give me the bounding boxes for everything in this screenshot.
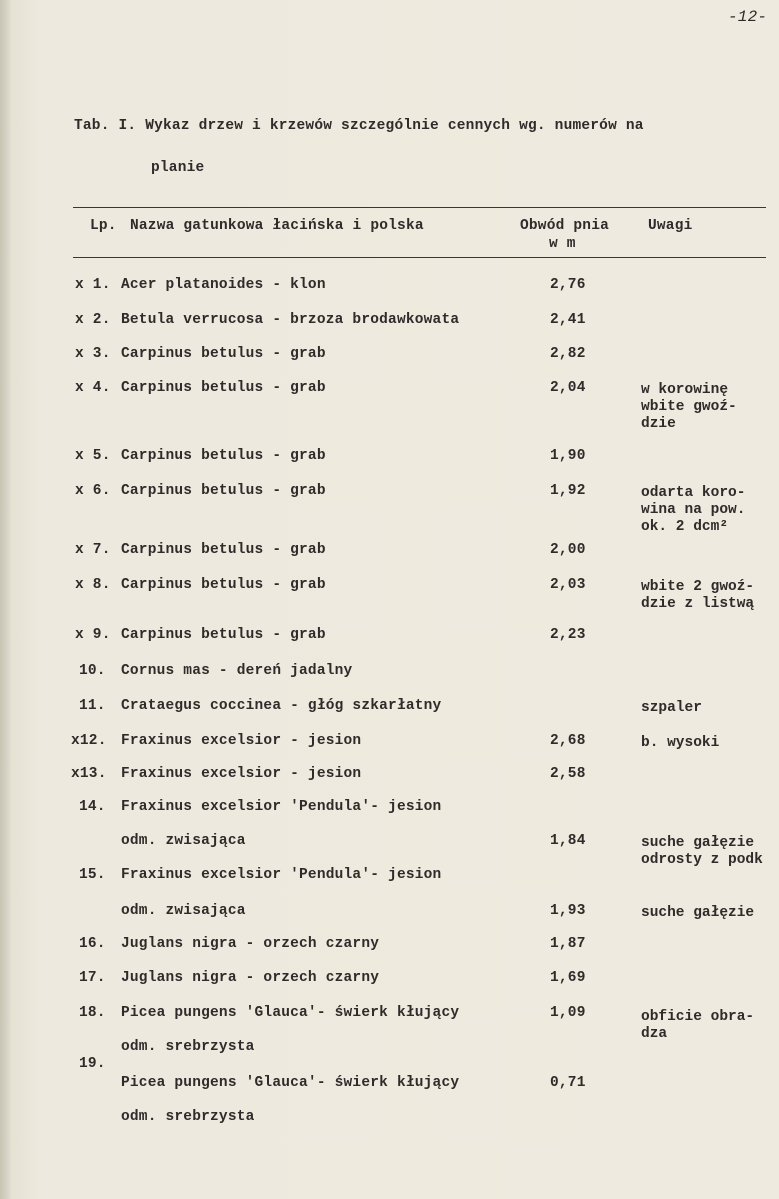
row-species: Fraxinus excelsior - jesion [121,733,362,749]
row-lp: x12. [71,733,107,749]
row-lp: x 1. [75,277,111,293]
row-circumference: 1,09 [550,1005,586,1021]
row-notes: obficie obra- dza [641,1009,755,1042]
table-caption-line-2: planie [151,160,205,176]
row-circumference: 2,03 [550,577,586,593]
row-lp: x 6. [75,483,111,499]
row-notes: suche gałęzie [641,905,755,921]
row-notes: b. wysoki [641,735,720,751]
row-circumference: 0,71 [550,1075,586,1091]
row-species: Fraxinus excelsior 'Pendula'- jesion [121,867,442,883]
row-notes: szpaler [641,700,702,716]
row-species: Betula verrucosa - brzoza brodawkowata [121,312,460,328]
row-lp: x 4. [75,380,111,396]
row-species: Picea pungens 'Glauca'- świerk kłujący [121,1005,460,1021]
row-circumference: 1,92 [550,483,586,499]
column-header-notes: Uwagi [648,218,693,234]
row-circumference: 2,00 [550,542,586,558]
column-header-circumference-unit: w m [549,236,576,252]
row-notes: wbite 2 gwoź- dzie z listwą [641,579,755,612]
row-lp: 14. [79,799,106,815]
row-species: Cornus mas - dereń jadalny [121,663,353,679]
row-circumference: 1,84 [550,833,586,849]
column-header-name: Nazwa gatunkowa łacińska i polska [130,218,424,234]
row-circumference: 2,04 [550,380,586,396]
row-lp: 18. [79,1005,106,1021]
row-circumference: 2,41 [550,312,586,328]
row-notes: w korowinę wbite gwoź- dzie [641,382,737,432]
row-species: Carpinus betulus - grab [121,483,326,499]
row-lp: x 9. [75,627,111,643]
row-species: Carpinus betulus - grab [121,346,326,362]
row-species: Juglans nigra - orzech czarny [121,936,380,952]
page-number: -12- [728,8,768,26]
row-species-variety: odm. srebrzysta [121,1039,255,1055]
row-circumference: 2,76 [550,277,586,293]
row-lp: 15. [79,867,106,883]
row-lp: 19. [79,1056,106,1072]
binding-edge [0,0,10,1199]
row-species: Fraxinus excelsior - jesion [121,766,362,782]
row-lp: 11. [79,698,106,714]
header-bottom-rule [73,257,766,258]
table-caption-line-1: Tab. I. Wykaz drzew i krzewów szczególnie cennych wg. numerów na [74,118,644,134]
row-species: Carpinus betulus - grab [121,577,326,593]
row-circumference: 2,58 [550,766,586,782]
row-circumference: 2,23 [550,627,586,643]
row-lp: x 3. [75,346,111,362]
row-lp: 17. [79,970,106,986]
column-header-lp: Lp. [90,218,117,234]
row-species: Carpinus betulus - grab [121,542,326,558]
row-lp: x 7. [75,542,111,558]
row-lp: x13. [71,766,107,782]
header-top-rule [73,207,766,208]
row-species: Fraxinus excelsior 'Pendula'- jesion [121,799,442,815]
row-species: Acer platanoides - klon [121,277,326,293]
row-species-variety: odm. srebrzysta [121,1109,255,1125]
row-circumference: 1,69 [550,970,586,986]
row-notes: odarta koro- wina na pow. ok. 2 dcm² [641,485,746,535]
row-species: Crataegus coccinea - głóg szkarłatny [121,698,442,714]
row-species-variety: odm. zwisająca [121,833,246,849]
row-lp: x 2. [75,312,111,328]
row-circumference: 1,90 [550,448,586,464]
row-species: Juglans nigra - orzech czarny [121,970,380,986]
row-circumference: 1,93 [550,903,586,919]
row-circumference: 2,68 [550,733,586,749]
row-circumference: 1,87 [550,936,586,952]
row-species: Carpinus betulus - grab [121,627,326,643]
column-header-circumference: Obwód pnia [520,218,610,234]
row-species-variety: odm. zwisająca [121,903,246,919]
row-lp: x 5. [75,448,111,464]
row-species: Picea pungens 'Glauca'- świerk kłujący [121,1075,460,1091]
row-species: Carpinus betulus - grab [121,448,326,464]
row-circumference: 2,82 [550,346,586,362]
row-species: Carpinus betulus - grab [121,380,326,396]
row-lp: 10. [79,663,106,679]
row-lp: 16. [79,936,106,952]
row-lp: x 8. [75,577,111,593]
row-notes: suche gałęzie odrosty z podk [641,835,763,868]
